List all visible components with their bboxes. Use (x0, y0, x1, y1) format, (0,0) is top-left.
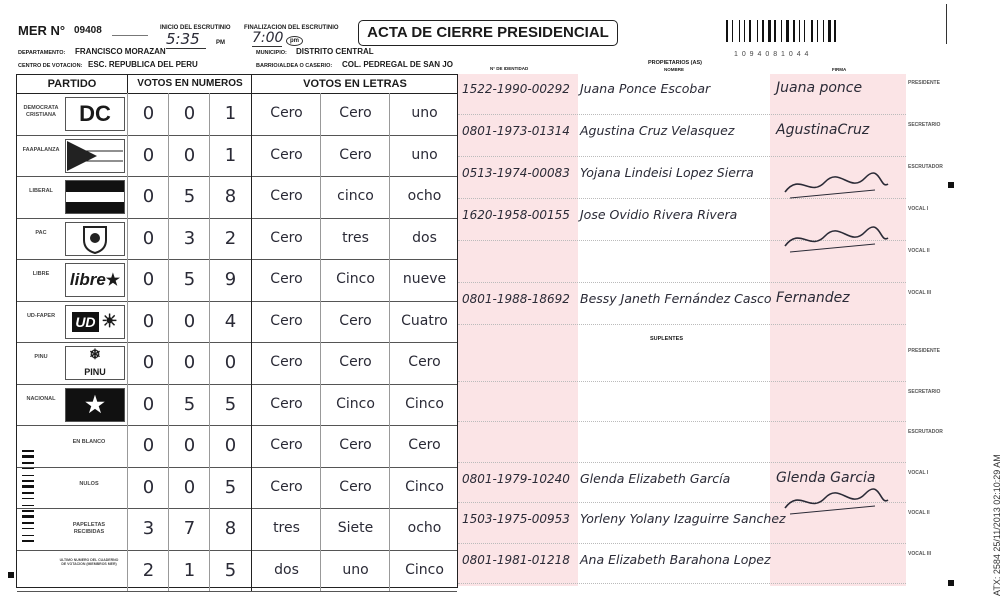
vote-word: Cinco (320, 259, 390, 301)
handwritten-signature (780, 484, 890, 525)
vote-digit: 4 (209, 301, 251, 343)
vote-word: uno (389, 135, 459, 177)
vote-word: Cinco (389, 467, 459, 509)
owners-header: PROPIETARIOS (AS) (648, 60, 702, 66)
party-name: FAAPALANZA (22, 146, 60, 153)
party-logo: UD ☀ (65, 305, 125, 339)
barcode-text: 1 0 9 4 0 8 1 0 4 4 (734, 51, 810, 58)
vote-word: Cero (251, 176, 321, 218)
vote-digit: 0 (127, 218, 169, 260)
party-logo (65, 139, 125, 173)
vote-digit: 0 (127, 93, 169, 135)
vote-row (17, 467, 457, 510)
vote-row (17, 135, 457, 178)
end-label: FINALIZACION DEL ESCRUTINIO (244, 25, 339, 31)
vote-word: Cuatro (389, 301, 459, 343)
vote-digit: 5 (209, 467, 251, 509)
member-row-line (458, 381, 906, 382)
right-edge-line (946, 4, 947, 44)
vote-digit: 0 (168, 135, 210, 177)
vote-word: Cero (251, 467, 321, 509)
member-id: 0513-1974-00083 (462, 166, 570, 180)
party-name: LIBRE (32, 271, 50, 277)
vote-digit: 0 (127, 135, 169, 177)
vote-row (17, 342, 457, 385)
end-time: 7:00 (252, 30, 284, 46)
vote-digit: 0 (168, 93, 210, 135)
party-cell (17, 342, 127, 384)
party-name: PAPELETAS RECIBIDAS (72, 522, 106, 535)
vote-digit: 0 (127, 342, 169, 384)
neighborhood-value: COL. PEDREGAL DE SAN JO (342, 60, 453, 69)
member-name: Yorleny Yolany Izaguirre Sanchez (580, 511, 786, 526)
center-value: ESC. REPUBLICA DEL PERU (88, 60, 198, 69)
member-signature: Glenda Garcia (776, 469, 876, 486)
vote-row (17, 259, 457, 302)
member-name: Juana Ponce Escobar (580, 81, 711, 96)
start-time: 5:35 (166, 30, 206, 49)
vote-word: dos (251, 550, 321, 592)
vote-digit: 0 (168, 467, 210, 509)
vote-word: tres (251, 508, 321, 550)
vote-word: Cero (320, 93, 390, 135)
municipality-label: MUNICIPIO: (256, 50, 287, 56)
party-name: NULOS (79, 480, 99, 487)
faapalanza-flag-icon (67, 141, 123, 171)
vote-word: ocho (389, 176, 459, 218)
party-cell (17, 384, 127, 426)
party-name: UD-FAPER (26, 312, 56, 319)
vote-word: Cero (251, 301, 321, 343)
vote-row (17, 384, 457, 427)
substitutes-header: SUPLENTES (650, 336, 684, 342)
mer-number: 09408 (74, 25, 102, 36)
member-id: 0801-1973-01314 (462, 124, 570, 138)
center-label: CENTRO DE VOTACION: (18, 63, 83, 69)
vote-digit: 3 (168, 218, 210, 260)
party-cell (17, 218, 127, 260)
vote-word: Cero (251, 93, 321, 135)
member-row-line (458, 282, 906, 283)
party-logo: DC (65, 97, 125, 131)
end-suffix: pm (286, 36, 303, 46)
member-name: Bessy Janeth Fernández Casco (580, 291, 772, 306)
member-id: 1522-1990-00292 (462, 82, 570, 96)
member-name: Agustina Cruz Velasquez (580, 123, 735, 138)
vote-word: Cinco (320, 384, 390, 426)
neighborhood-label: BARRIO/ALDEA O CASERIO: (256, 63, 333, 69)
vote-word: Cinco (389, 384, 459, 426)
vote-digit: 0 (209, 425, 251, 467)
vote-digit: 0 (127, 384, 169, 426)
side-barcode (22, 450, 34, 546)
signature-column-header: FIRMA (832, 67, 847, 72)
vote-row (17, 218, 457, 261)
member-name: Glenda Elizabeth García (580, 470, 731, 486)
corner-mark (8, 572, 14, 578)
vote-digit: 5 (168, 259, 210, 301)
party-name: LIBERAL (29, 188, 53, 194)
vote-word: Cero (320, 467, 390, 509)
vote-digit: 2 (127, 550, 169, 592)
member-row-line (458, 583, 906, 584)
vote-word: Cero (389, 425, 459, 467)
vote-word: Cero (320, 135, 390, 177)
party-cell (17, 259, 127, 301)
vote-digit: 0 (127, 425, 169, 467)
vote-digit: 1 (209, 93, 251, 135)
vote-digit: 8 (209, 176, 251, 218)
mer-stamp (112, 25, 148, 36)
vote-digit: 0 (209, 342, 251, 384)
vote-word: Cero (251, 218, 321, 260)
header-party: PARTIDO (17, 75, 127, 94)
vote-word: Cinco (389, 550, 459, 592)
member-role: VOCAL II (908, 510, 930, 516)
member-row-line (458, 156, 906, 157)
member-name: Jose Ovidio Rivera Rivera (580, 207, 738, 222)
id-column-bg (458, 74, 578, 586)
member-id: 1620-1958-00155 (462, 208, 570, 222)
party-cell (17, 550, 127, 592)
party-cell (17, 135, 127, 177)
member-role: VOCAL III (908, 550, 931, 557)
vote-digit: 0 (127, 301, 169, 343)
member-row-line (458, 462, 906, 463)
vote-word: Cero (389, 342, 459, 384)
side-stamp: ATX: 2584 25/11/2013 02:10:29 AM (992, 454, 1002, 596)
member-row-line (458, 543, 906, 544)
vote-digit: 5 (168, 384, 210, 426)
header-letters: VOTOS EN LETRAS (251, 75, 458, 94)
vote-row (17, 93, 457, 136)
vote-word: Siete (320, 508, 390, 550)
party-cell (17, 301, 127, 343)
vote-word: cinco (320, 176, 390, 218)
municipality-value: DISTRITO CENTRAL (296, 47, 374, 56)
vote-digit: 1 (209, 135, 251, 177)
member-role: VOCAL III (908, 290, 931, 296)
vote-word: Cero (251, 384, 321, 426)
vote-row (17, 176, 457, 219)
vote-digit: 3 (127, 508, 169, 550)
vote-row (17, 425, 457, 468)
vote-word: ocho (389, 508, 459, 550)
vote-word: tres (320, 218, 390, 260)
party-name: NACIONAL (26, 395, 56, 402)
vote-digit: 5 (209, 384, 251, 426)
member-role: ESCRUTADOR (908, 429, 943, 435)
document-title: ACTA DE CIERRE PRESIDENCIAL (358, 20, 618, 46)
vote-row (17, 550, 457, 593)
header-numbers: VOTOS EN NUMEROS (127, 75, 252, 94)
member-id: 1503-1975-00953 (462, 512, 570, 526)
member-row-line (458, 114, 906, 115)
department-value: FRANCISCO MORAZAN (75, 47, 166, 56)
member-role: ESCRUTADOR (908, 164, 943, 170)
corner-mark (948, 580, 954, 586)
start-suffix: PM (216, 40, 225, 46)
party-name: PAC (35, 229, 47, 236)
vote-digit: 0 (168, 425, 210, 467)
handwritten-signature (780, 168, 890, 209)
department-label: DEPARTAMENTO: (18, 50, 66, 56)
vote-word: uno (320, 550, 390, 592)
start-label: INICIO DEL ESCRUTINIO (160, 25, 231, 31)
party-logo: libre ★ (65, 263, 125, 297)
party-cell (17, 93, 127, 135)
vote-word: Cero (320, 425, 390, 467)
vote-digit: 0 (168, 342, 210, 384)
vote-word: Cero (251, 259, 321, 301)
member-signature: Juana ponce (776, 80, 863, 96)
vote-digit: 2 (209, 218, 251, 260)
vote-digit: 5 (168, 176, 210, 218)
vote-word: uno (389, 93, 459, 135)
member-role: VOCAL I (908, 206, 929, 212)
member-row-line (458, 324, 906, 325)
member-role: SECRETARIO (908, 388, 941, 395)
vote-digit: 0 (127, 467, 169, 509)
member-row-line (458, 421, 906, 422)
member-role: PRESIDENTE (908, 348, 940, 354)
member-id: 0801-1981-01218 (462, 552, 570, 567)
vote-word: Cero (251, 342, 321, 384)
member-name: Yojana Lindeisi Lopez Sierra (580, 165, 754, 180)
vote-row (17, 301, 457, 344)
member-signature: Fernandez (776, 290, 850, 306)
vote-digit: 0 (127, 259, 169, 301)
party-logo (65, 222, 125, 256)
member-role: PRESIDENTE (908, 80, 940, 86)
vote-word: nueve (389, 259, 459, 301)
id-column-header: N° DE IDENTIDAD (490, 66, 529, 71)
vote-word: Cero (251, 425, 321, 467)
member-role: SECRETARIO (908, 122, 941, 128)
name-column-header: NOMBRE (664, 67, 684, 72)
member-name: Ana Elizabeth Barahona Lopez (580, 551, 771, 567)
vote-digit: 7 (168, 508, 210, 550)
member-signature: AgustinaCruz (776, 122, 870, 138)
vote-word: Cero (320, 342, 390, 384)
vote-digit: 1 (168, 550, 210, 592)
party-name: DEMOCRATA CRISTIANA (23, 105, 59, 118)
member-role: VOCAL I (908, 469, 929, 476)
vote-digit: 5 (209, 550, 251, 592)
barcode (726, 20, 854, 42)
vote-table (16, 74, 458, 588)
party-name: PINU (34, 354, 48, 360)
vote-row (17, 508, 457, 551)
party-name: EN BLANCO (72, 439, 106, 445)
party-logo: ❄ PINU (65, 346, 125, 380)
handwritten-signature (780, 222, 890, 263)
member-id: 0801-1979-10240 (462, 471, 570, 486)
vote-word: dos (389, 218, 459, 260)
member-id: 0801-1988-18692 (462, 292, 570, 306)
member-role: VOCAL II (908, 248, 930, 254)
vote-word: Cero (320, 301, 390, 343)
party-logo: ★ (65, 388, 125, 422)
party-logo (65, 180, 125, 214)
corner-mark (948, 182, 954, 188)
vote-word: Cero (251, 135, 321, 177)
pac-shield-icon (80, 224, 110, 254)
vote-digit: 0 (127, 176, 169, 218)
party-name: ULTIMO NUMERO DEL CUADERNO DE VOTACION (MIEMBROS MER) (59, 557, 119, 566)
vote-digit: 9 (209, 259, 251, 301)
vote-digit: 8 (209, 508, 251, 550)
mer-label: MER N° (18, 23, 66, 38)
vote-digit: 0 (168, 301, 210, 343)
party-cell (17, 176, 127, 218)
